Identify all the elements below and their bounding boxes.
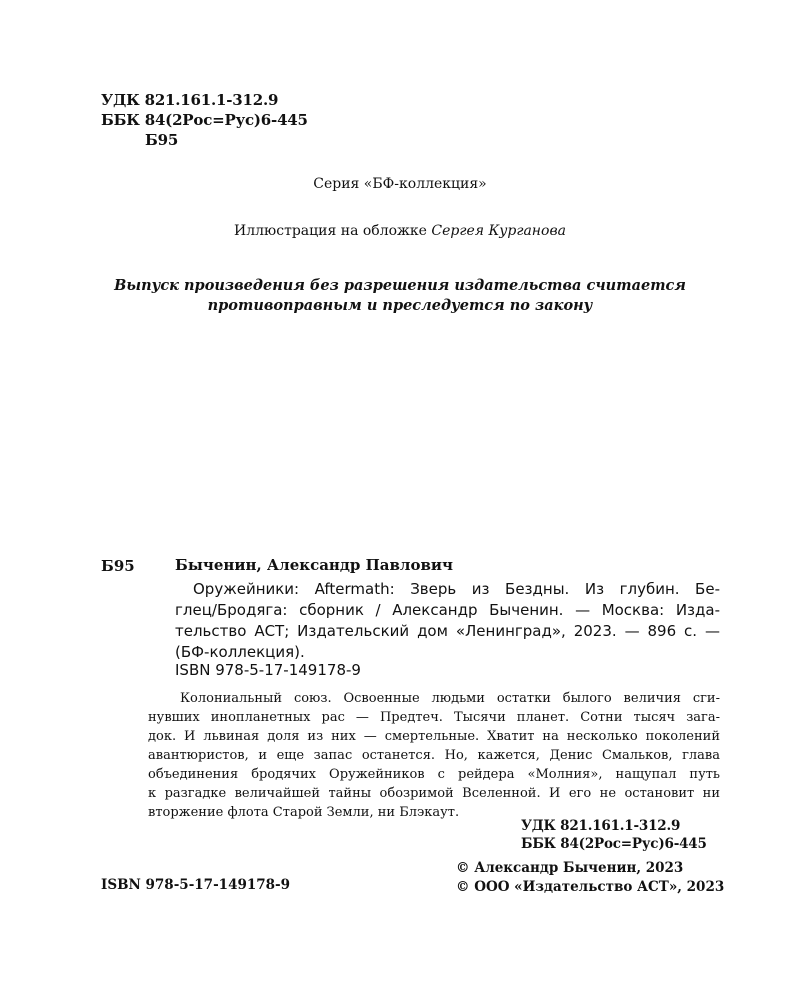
copyright-notices bbox=[456, 859, 724, 897]
catalog-isbn: ISBN 978-5-17-149178-9 bbox=[175, 661, 361, 679]
annotation-line: вторжение флота Старой Земли, ни Блэкаут. bbox=[148, 805, 460, 820]
annotation-line: объединения бродячих Оружейников с рейдера «Молния», нащупал путь bbox=[148, 767, 720, 782]
annotation-line: док. И львиная доля из них — смертельные. Хватит на несколько поколений bbox=[148, 729, 720, 744]
bbk-code: ББК 84(2Рос=Рус)6-445 bbox=[101, 111, 308, 129]
description-line: Оружейники: Aftermath: Зверь из Бездны. Из глубин. Бе- bbox=[193, 580, 720, 598]
bbk-code: ББК 84(2Рос=Рус)6-445 bbox=[521, 836, 707, 852]
classification-codes-top bbox=[101, 90, 308, 150]
isbn-bottom: ISBN 978-5-17-149178-9 bbox=[101, 877, 291, 893]
series-line: Серия «БФ-коллекция» bbox=[313, 176, 487, 192]
illustration-credit bbox=[0, 223, 800, 239]
warning-line-2: противоправным и преследуется по закону bbox=[207, 297, 593, 314]
udk-code: УДК 821.161.1-312.9 bbox=[101, 91, 279, 109]
catalog-author-mark: Б95 bbox=[101, 557, 135, 575]
udk-code: УДК 821.161.1-312.9 bbox=[521, 818, 681, 834]
warning-line-1: Выпуск произведения без разрешения издательства считается bbox=[114, 277, 686, 294]
copyright-warning bbox=[0, 276, 800, 316]
catalog-author: Быченин, Александр Павлович bbox=[175, 556, 454, 574]
annotation-line: Колониальный союз. Освоенные людьми остатки былого величия сги- bbox=[180, 691, 720, 706]
classification-codes-bottom bbox=[521, 817, 707, 853]
description-line: (БФ-коллекция). bbox=[175, 643, 305, 661]
catalog-description bbox=[175, 579, 720, 663]
copyright-author: © Александр Быченин, 2023 bbox=[456, 860, 684, 876]
author-mark: Б95 bbox=[145, 131, 179, 149]
illustration-prefix: Иллюстрация на обложке bbox=[234, 223, 432, 239]
annotation-line: авантюристов, и еще запас останется. Но, кажется, Денис Смальков, глава bbox=[148, 748, 720, 763]
description-line: тельство АСТ; Издательский дом «Ленинград», 2023. — 896 с. — bbox=[175, 622, 720, 640]
annotation-line: к разгадке величайшей тайны обозримой Вселенной. И его не остановит ни bbox=[148, 786, 720, 801]
illustration-artist: Сергея Курганова bbox=[431, 223, 566, 239]
copyright-publisher: © ООО «Издательство АСТ», 2023 bbox=[456, 879, 725, 895]
annotation-line: нувших инопланетных рас — Предтеч. Тысячи планет. Сотни тысяч зага- bbox=[148, 710, 720, 725]
description-line: глец/Бродяга: сборник / Александр Быченин. — Москва: Изда- bbox=[175, 601, 720, 619]
annotation bbox=[148, 689, 720, 822]
